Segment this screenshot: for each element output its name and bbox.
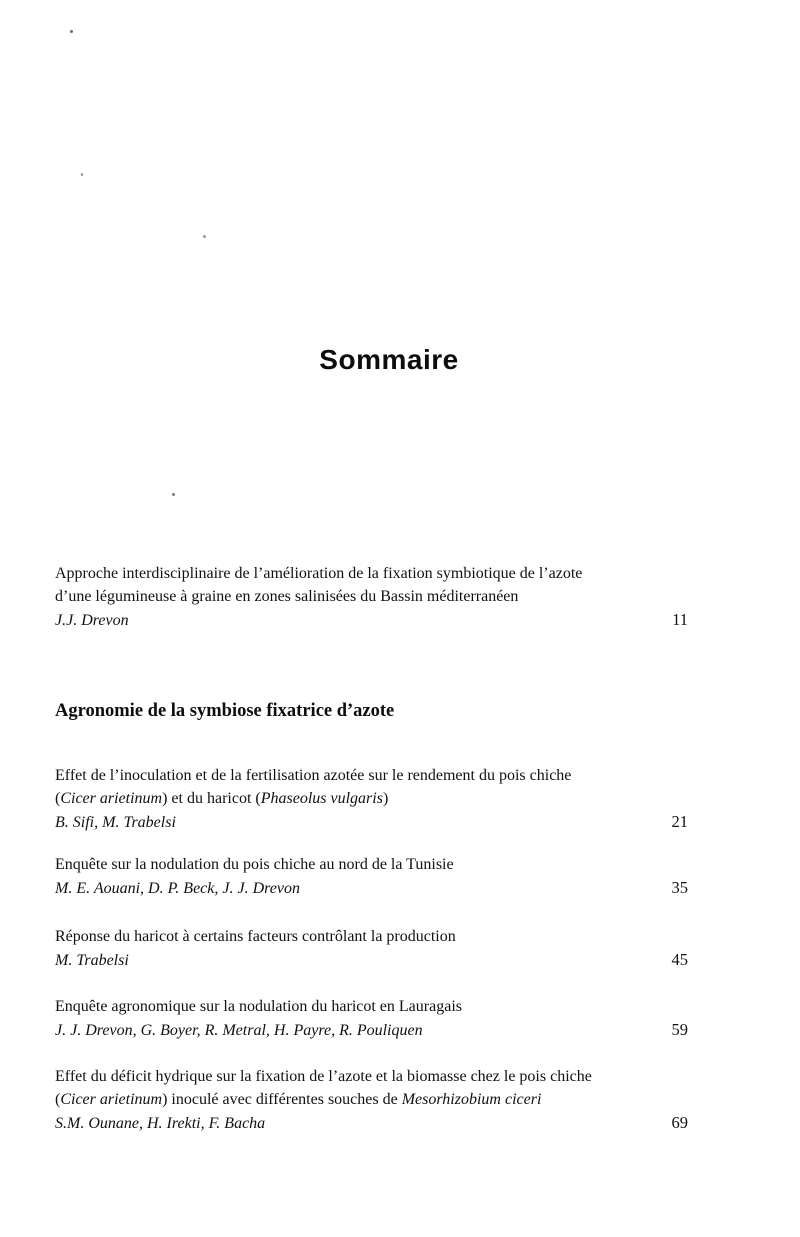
toc-list bbox=[55, 0, 688, 1237]
entry-title-line: Enquête sur la nodulation du pois chiche au nord de la Tunisie bbox=[55, 856, 454, 873]
entry-authors: J. J. Drevon, G. Boyer, R. Metral, H. Payre, R. Pouliquen bbox=[55, 1022, 423, 1039]
entry-title-line: Effet du déficit hydrique sur la fixation de l’azote et la biomasse chez le pois chiche bbox=[55, 1068, 592, 1085]
entry-author-row bbox=[55, 1018, 688, 1042]
entry-page-number: 45 bbox=[671, 950, 688, 969]
entry-page-number: 69 bbox=[671, 1113, 688, 1132]
toc-entry bbox=[55, 853, 688, 900]
entry-page-number: 11 bbox=[672, 610, 688, 629]
entry-page-number: 21 bbox=[671, 812, 688, 831]
toc-entry bbox=[55, 764, 688, 834]
entry-title-line: Effet de l’inoculation et de la fertilisation azotée sur le rendement du pois chiche bbox=[55, 767, 572, 784]
entry-title-line: (Cicer arietinum) et du haricot (Phaseolus vulgaris) bbox=[55, 790, 389, 807]
toc-entry bbox=[55, 1065, 688, 1135]
entry-authors: J.J. Drevon bbox=[55, 612, 129, 629]
entry-author-row bbox=[55, 948, 688, 972]
entry-authors: S.M. Ounane, H. Irekti, F. Bacha bbox=[55, 1115, 266, 1132]
entry-title-line: Approche interdisciplinaire de l’amélioration de la fixation symbiotique de l’azote bbox=[55, 565, 583, 582]
page-title: Sommaire bbox=[319, 344, 459, 375]
entry-page-number: 59 bbox=[671, 1020, 688, 1039]
entry-title-line: d’une légumineuse à graine en zones salinisées du Bassin méditerranéen bbox=[55, 588, 519, 605]
entry-authors: M. E. Aouani, D. P. Beck, J. J. Drevon bbox=[55, 880, 300, 897]
entry-title-line: Enquête agronomique sur la nodulation du haricot en Lauragais bbox=[55, 998, 462, 1015]
entry-page-number: 35 bbox=[671, 878, 688, 897]
entry-title-line: (Cicer arietinum) inoculé avec différentes souches de Mesorhizobium ciceri bbox=[55, 1091, 542, 1108]
toc-entry bbox=[55, 925, 688, 972]
toc-entry bbox=[55, 995, 688, 1042]
toc-entry bbox=[55, 562, 688, 632]
entry-author-row bbox=[55, 1111, 688, 1135]
entry-author-row bbox=[55, 810, 688, 834]
section-heading: Agronomie de la symbiose fixatrice d’azote bbox=[55, 701, 395, 721]
entry-title-line: Réponse du haricot à certains facteurs contrôlant la production bbox=[55, 928, 456, 945]
entry-authors: B. Sifi, M. Trabelsi bbox=[55, 814, 176, 831]
entry-authors: M. Trabelsi bbox=[55, 952, 129, 969]
entry-author-row bbox=[55, 876, 688, 900]
entry-author-row bbox=[55, 608, 688, 632]
